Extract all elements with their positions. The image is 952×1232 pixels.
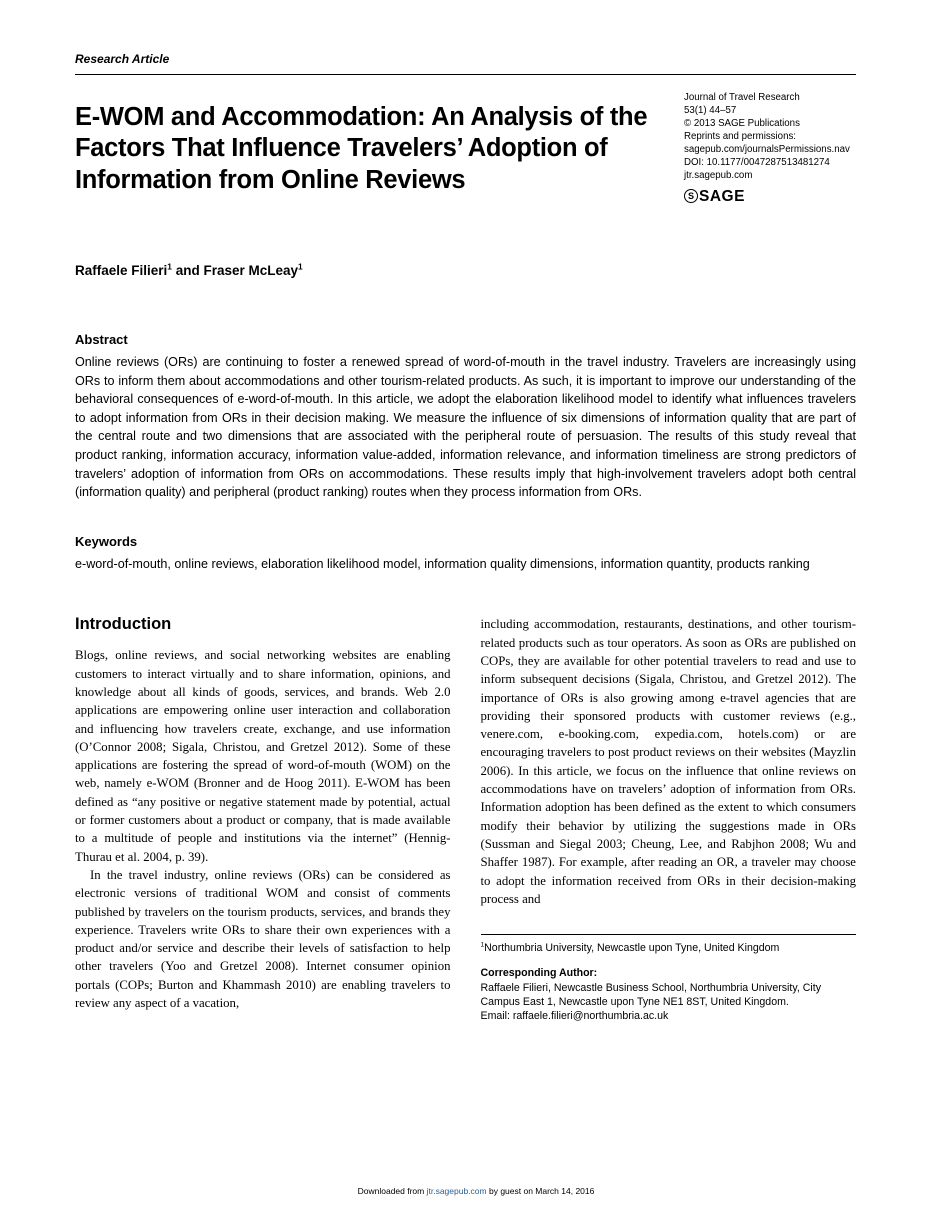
journal-info-block	[684, 89, 856, 203]
corresponding-author-heading: Corresponding Author:	[480, 967, 598, 980]
paper-page	[75, 0, 856, 1024]
footnote-block	[481, 934, 857, 1023]
journal-issue-pages: 53(1) 44–57	[684, 105, 737, 116]
affiliation-mark: 1	[480, 941, 485, 949]
journal-website-link[interactable]: jtr.sagepub.com	[684, 170, 753, 181]
authors-line	[75, 263, 856, 278]
author-affiliation-mark-1: 1	[167, 261, 172, 272]
affiliation-text: Northumbria University, Newcastle upon Tyne, United Kingdom	[484, 942, 780, 955]
keywords-heading: Keywords	[75, 533, 138, 549]
corresponding-author-email[interactable]: Email: raffaele.filieri@northumbria.ac.uk	[480, 1010, 669, 1023]
left-column	[75, 615, 451, 1023]
paper-title: E-WOM and Accommodation: An Analysis of the Factors That Influence Travelers’ Adoption of Information from Online Reviews	[75, 103, 648, 194]
journal-doi: DOI: 10.1177/0047287513481274	[684, 157, 830, 168]
right-column	[481, 615, 857, 1023]
abstract-text: Online reviews (ORs) are continuing to foster a renewed spread of word-of-mouth in the travel industry. Travelers are increasingly using ORs to inform them about accommodations and other tourism-related products. As such, it is important to improve our understanding of the behavioral consequences of e-word-of-mouth. In this article, we adopt the elaboration likelihood model to identify what influences travelers to adopt information from ORs in their decision making. We measure the influence of six dimensions of information quality that are part of the central route and two dimensions that are associated with the peripheral route of persuasion. The results of this study reveal that product ranking, information accuracy, information value-added, information relevance, and information timeliness are strong predictors of travelers’ adoption of information from ORs on accommodations. These results imply that high-involvement travelers adopt both central (information quality) and peripheral (product ranking) routes when they process information from ORs.	[75, 355, 856, 500]
keywords-section	[75, 534, 856, 574]
sage-logo	[684, 189, 856, 203]
affiliation-line	[481, 941, 857, 955]
sage-circle-s-icon: S	[684, 189, 698, 203]
journal-permissions-link[interactable]: sagepub.com/journalsPermissions.nav	[684, 144, 850, 155]
authors-connector: and Fraser McLeay	[171, 263, 299, 278]
journal-name: Journal of Travel Research	[684, 92, 800, 103]
introduction-paragraph: In the travel industry, online reviews (ORs) can be considered as electronic versions of traditional WOM and consist of comments published by travelers on the tourism products, services, and brands they experience. Travelers write ORs to share their own experiences with a product and/or service and describe their levels of satisfaction to help other travelers (Yoo and Gretzel 2008). Internet consumer opinion portals (COPs; Burton and Khammash 2010) are enabling travelers to review any aspect of a vacation,	[75, 867, 451, 1010]
abstract-heading: Abstract	[75, 332, 128, 347]
author-affiliation-mark-2: 1	[298, 261, 303, 272]
footer-prefix: Downloaded from	[357, 1186, 427, 1196]
article-type-label: Research Article	[75, 52, 170, 66]
header-rule	[75, 74, 856, 75]
journal-copyright: © 2013 SAGE Publications	[684, 118, 800, 129]
corresponding-author-text: Raffaele Filieri, Newcastle Business School, Northumbria University, City Campus East 1, Newcastle upon Tyne NE1 8ST, United Kingdom.	[480, 981, 821, 1008]
journal-reprints-label: Reprints and permissions:	[684, 131, 796, 142]
introduction-paragraph: Blogs, online reviews, and social networking websites are enabling customers to interact virtually and to share information, opinions, and knowledge about all kinds of goods, services, and brands. Web 2.0 applications are empowering online user interaction and collaboration and influencing how travelers create, exchange, and use information (O’Connor 2008; Sigala, Christou, and Gretzel 2012). Some of these applications are fostering the spread of word-of-mouth (WOM) on the web, namely e-WOM (Bronner and de Hoog 2011). E-WOM has been defined as “any positive or negative statement made by potential, actual or former customers about a product or company, that is made available to a multitude of people and institutions via the internet” (Hennig-Thurau et al. 2004, p. 39).	[75, 648, 451, 864]
footer-journal-link[interactable]: jtr.sagepub.com	[426, 1186, 487, 1196]
two-column-body	[75, 615, 856, 1023]
author-name-1: Raffaele Filieri	[75, 263, 168, 278]
title-row	[75, 89, 856, 203]
footer-suffix: by guest on March 14, 2016	[486, 1186, 595, 1196]
download-footer	[0, 1186, 952, 1196]
sage-logo-text: SAGE	[699, 187, 745, 205]
footnote-rule	[481, 934, 857, 935]
introduction-heading: Introduction	[75, 615, 172, 634]
keywords-text: e-word-of-mouth, online reviews, elaboration likelihood model, information quality dimensions, information quantity, products ranking	[75, 556, 810, 571]
introduction-paragraph: including accommodation, restaurants, destinations, and other tourism-related products such as tour operators. As soon as ORs are published on COPs, they are available for other potential travelers to read and use to inform subsequent decisions (Sigala, Christou, and Gretzel 2012). The importance of ORs is also growing among e-travel agencies that are providing their sponsored products with customer reviews (e.g., venere.com, e-booking.com, expedia.com, hotels.com) or are encouraging travelers to post product reviews on their websites (Mayzlin 2006). In this article, we focus on the influence that online reviews on accommodations have on travelers’ adoption of information from ORs. Information adoption has been defined as the extent to which consumers modify their behavior by utilizing the suggestions made in ORs (Sussman and Siegal 2003; Cheung, Lee, and Rabjhon 2008; Wu and Shaffer 1987). For example, after reading an OR, a traveler may choose to adopt the information received from ORs in their decision-making process and	[480, 617, 856, 906]
abstract-section	[75, 332, 856, 502]
